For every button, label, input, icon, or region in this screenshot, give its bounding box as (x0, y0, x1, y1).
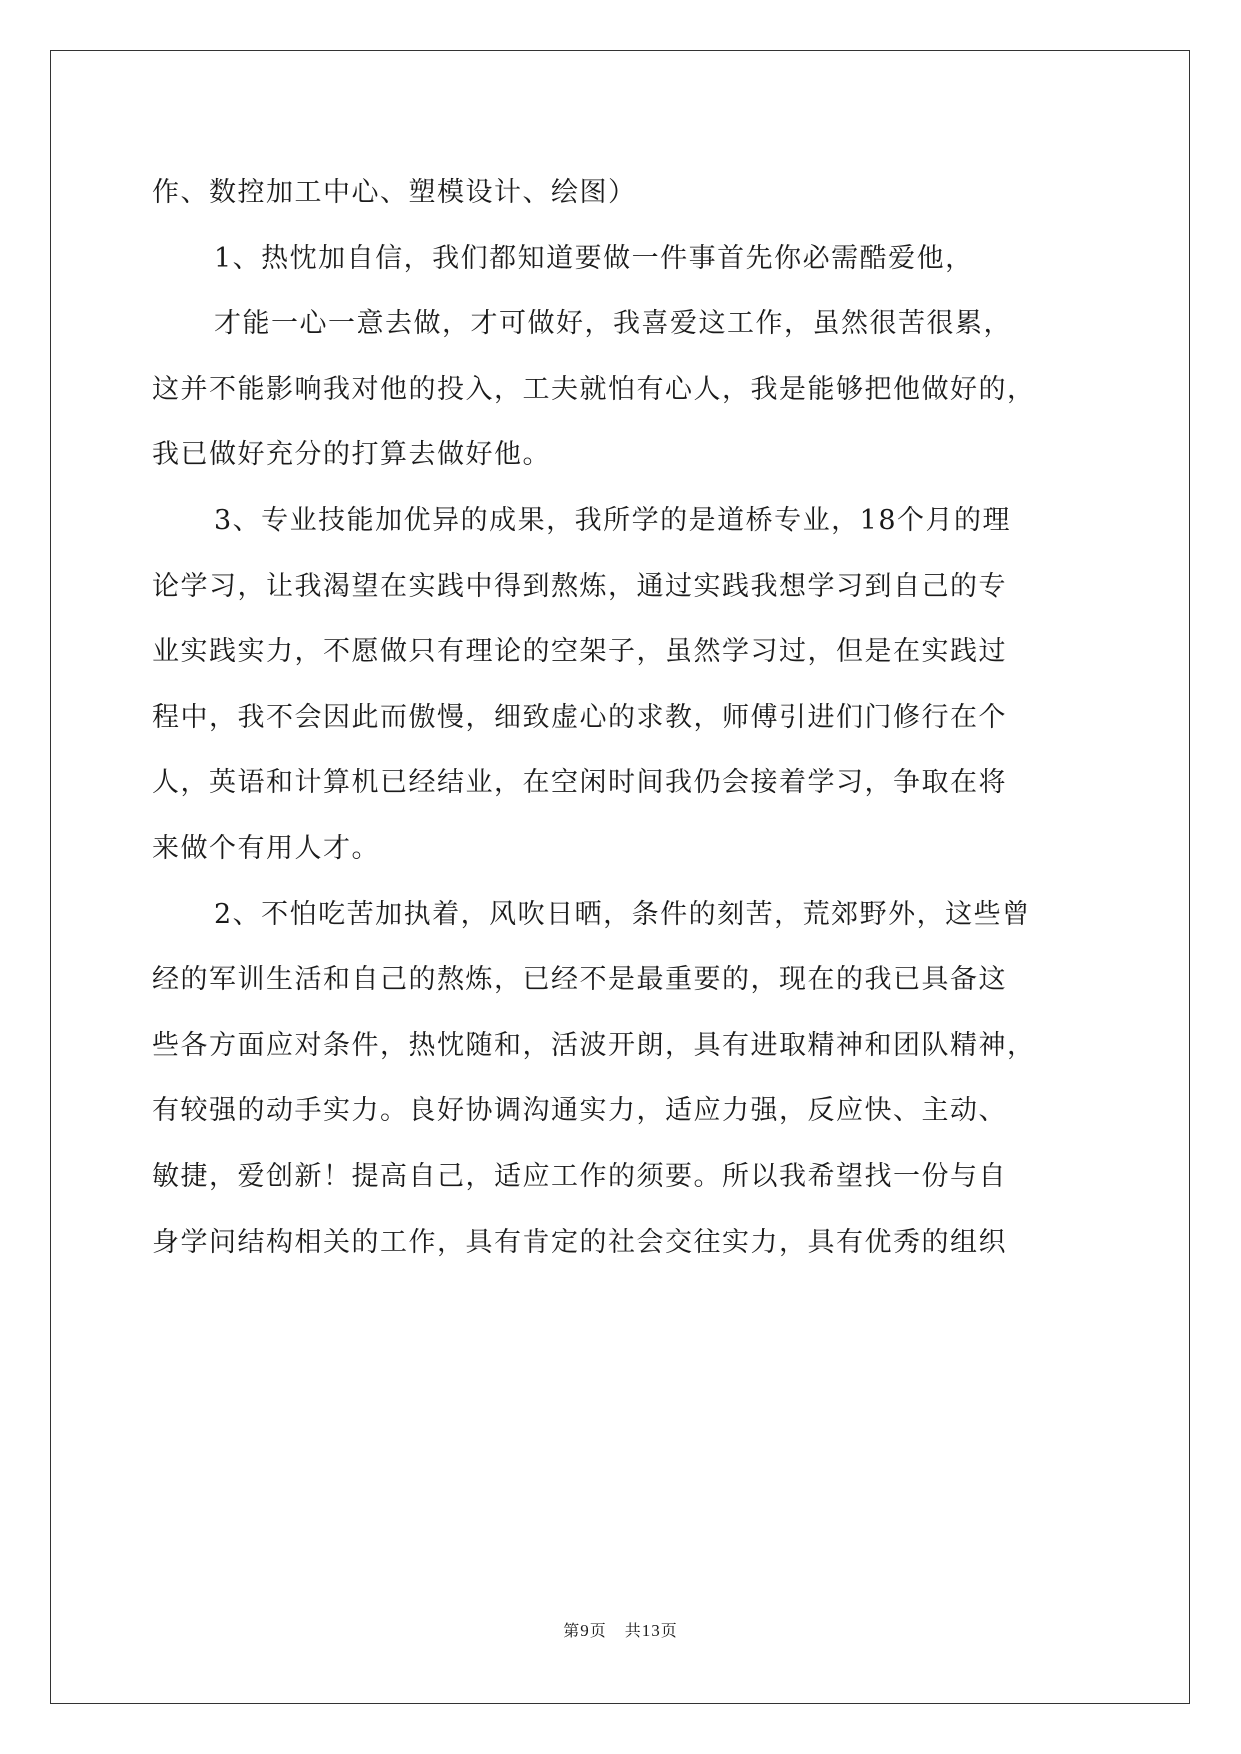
text-line: 有较强的动手实力。良好协调沟通实力，适应力强，反应快、主动、 (152, 1095, 1007, 1127)
text-line: 人，英语和计算机已经结业，在空闲时间我仍会接着学习，争取在将 (152, 767, 1007, 799)
paragraph-start-line: 3、专业技能加优异的成果，我所学的是道桥专业，18个月的理 (214, 504, 1012, 536)
total-pages: 13 (641, 1621, 661, 1640)
text-line: 这并不能影响我对他的投入，工夫就怕有心人，我是能够把他做好的， (152, 373, 1036, 405)
text-line: 我已做好充分的打算去做好他。 (152, 439, 551, 471)
paragraph-start-line: 1、热忱加自信，我们都知道要做一件事首先你必需酷爱他， (214, 242, 974, 274)
text-line: 来做个有用人才。 (152, 832, 380, 864)
page-footer (0, 1618, 1241, 1641)
text-line: 身学问结构相关的工作，具有肯定的社会交往实力，具有优秀的组织 (152, 1226, 1007, 1258)
text-line: 作、数控加工中心、塑模设计、绘图） (152, 177, 637, 208)
total-prefix: 共 (624, 1621, 642, 1640)
total-suffix: 页 (660, 1621, 678, 1640)
document-body (152, 160, 1092, 1275)
text-line: 些各方面应对条件，热忱随和，活波开朗，具有进取精神和团队精神， (152, 1029, 1036, 1061)
text-line: 敏捷，爱创新！提高自己，适应工作的须要。所以我希望找一份与自 (152, 1160, 1007, 1192)
text-line: 程中，我不会因此而傲慢，细致虚心的求教，师傅引进们门修行在个 (152, 701, 1007, 733)
paragraph-start-line: 2、不怕吃苦加执着，风吹日晒，条件的刻苦，荒郊野外，这些曾 (214, 898, 1031, 930)
page-number: 9 (580, 1621, 590, 1640)
text-line: 经的军训生活和自己的熬炼，已经不是最重要的，现在的我已具备这 (152, 964, 1007, 996)
page-suffix: 页 (589, 1621, 607, 1640)
text-line: 业实践实力，不愿做只有理论的空架子，虽然学习过，但是在实践过 (152, 636, 1007, 668)
page-prefix: 第 (563, 1621, 581, 1640)
text-line: 才能一心一意去做，才可做好，我喜爱这工作，虽然很苦很累， (214, 308, 1012, 340)
text-line: 论学习，让我渴望在实践中得到熬炼，通过实践我想学习到自己的专 (152, 570, 1007, 602)
